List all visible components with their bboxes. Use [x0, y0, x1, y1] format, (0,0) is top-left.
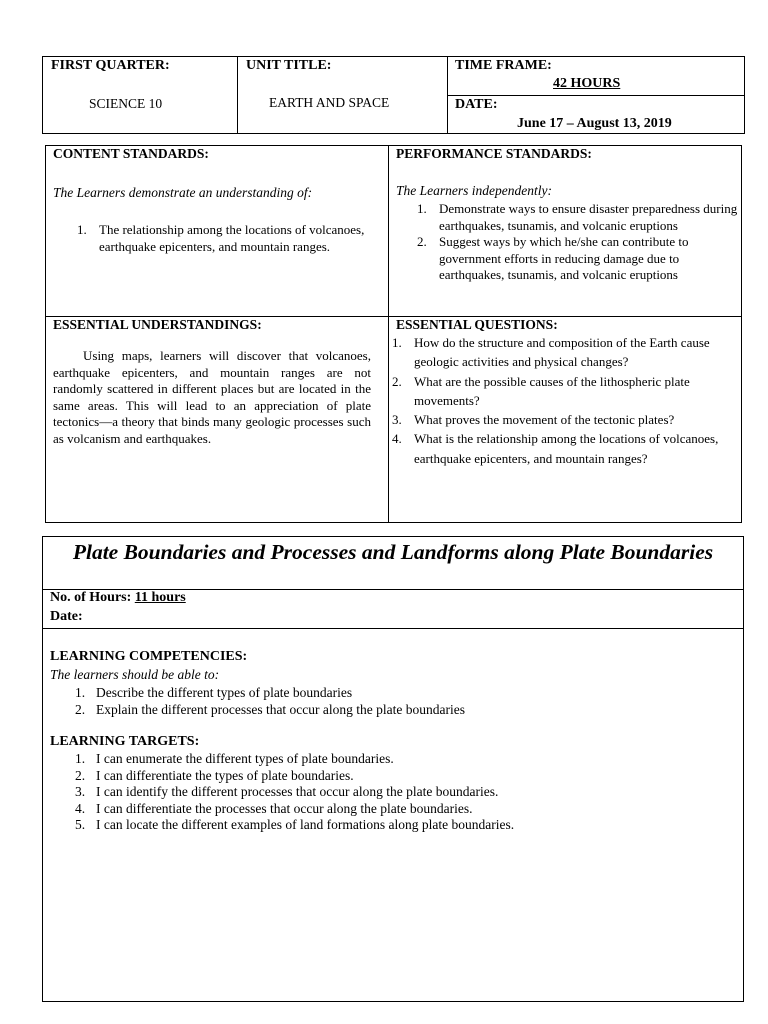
list-item: 2. I can differentiate the types of plate boundaries. [75, 767, 354, 783]
column-divider [388, 146, 389, 522]
essential-understandings-label: ESSENTIAL UNDERSTANDINGS: [53, 317, 262, 332]
list-item: 2. What are the possible causes of the lithospheric plate movements? [392, 373, 690, 408]
essential-questions-list [392, 333, 737, 468]
row-divider [43, 628, 743, 629]
list-item: 3. What proves the movement of the tectonic plates? [392, 412, 675, 428]
content-standards-intro: The Learners demonstrate an understanding of: [53, 185, 313, 200]
list-item: 2. Suggest ways by which he/she can contribute to government efforts in reducing damage due to earthquakes, tsunamis, and volcanic eruptions [417, 234, 689, 282]
unit-title-label: UNIT TITLE: [246, 58, 332, 73]
list-item: 4. What is the relationship among the locations of volcanoes, earthquake epicenters, and mountain ranges? [392, 431, 719, 466]
performance-standards-list [417, 201, 739, 284]
column-divider [237, 57, 238, 133]
essential-understandings-text: Using maps, learners will discover that volcanoes, earthquake epicenters, and mountain ranges are not randomly scattered in different places but are located in the same areas. This will lead to an appreciation of plate tectonics—a theory that binds many geologic processes such as volcanism and earthquakes. [53, 348, 371, 446]
header-table [42, 56, 745, 134]
list-item: 1. I can enumerate the different types of plate boundaries. [75, 751, 394, 766]
content-standards-list [77, 222, 367, 255]
hours-row [50, 590, 186, 606]
row-divider [447, 95, 744, 96]
date-value: June 17 – August 13, 2019 [517, 116, 672, 131]
list-item: 5. I can locate the different examples of land formations along plate boundaries. [75, 817, 515, 832]
time-frame-value: 42 HOURS [553, 76, 621, 91]
list-item: 1. Demonstrate ways to ensure disaster preparedness during earthquakes, tsunamis, and volcanic eruptions [417, 201, 738, 233]
list-item: 1. Describe the different types of plate boundaries [75, 685, 353, 700]
quarter-label: FIRST QUARTER: [51, 58, 170, 73]
standards-table [45, 145, 742, 523]
learning-targets-list [75, 751, 715, 834]
learning-competencies-intro: The learners should be able to: [50, 667, 220, 682]
content-standards-label: CONTENT STANDARDS: [53, 146, 209, 161]
quarter-value: SCIENCE 10 [89, 96, 163, 111]
learning-competencies-list [75, 685, 715, 718]
list-item: 1. The relationship among the locations of volcanoes, earthquake epicenters, and mountain ranges. [77, 222, 365, 254]
learning-competencies-label: LEARNING COMPETENCIES: [50, 649, 248, 664]
unit-title-value: EARTH AND SPACE [269, 95, 390, 110]
time-frame-label: TIME FRAME: [455, 58, 552, 73]
lesson-title: Plate Boundaries and Processes and Landforms along Plate Boundaries [72, 540, 714, 564]
list-item: 1. How do the structure and composition of the Earth cause geologic activities and physical changes? [392, 335, 710, 370]
date-label: DATE: [455, 97, 498, 112]
list-item: 3. I can identify the different processes that occur along the plate boundaries. [75, 784, 499, 799]
list-item: 4. I can differentiate the processes that occur along the plate boundaries. [75, 800, 473, 816]
performance-standards-label: PERFORMANCE STANDARDS: [396, 146, 592, 161]
hours-value: 11 hours [134, 590, 186, 605]
essential-questions-label: ESSENTIAL QUESTIONS: [396, 317, 558, 332]
lesson-date-label: Date: [50, 609, 83, 624]
lesson-box [42, 536, 744, 1002]
hours-label: No. of Hours: [50, 590, 132, 605]
list-item: 2. Explain the different processes that occur along the plate boundaries [75, 701, 465, 717]
performance-standards-intro: The Learners independently: [396, 183, 552, 198]
learning-targets-label: LEARNING TARGETS: [50, 734, 200, 749]
